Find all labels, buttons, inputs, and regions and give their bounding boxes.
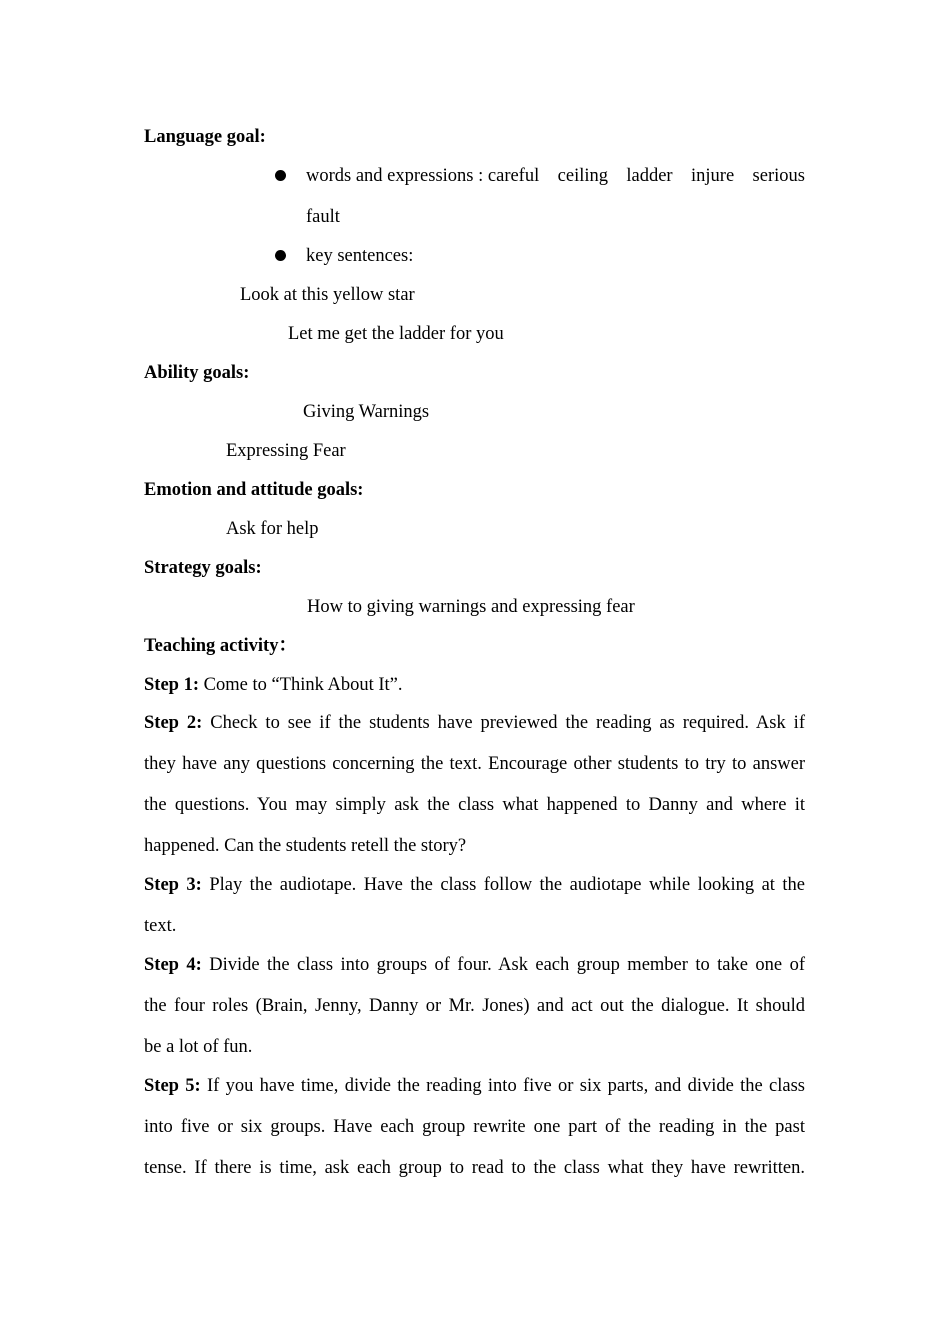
step-1-text: Come to “Think About It”.	[199, 675, 403, 695]
teaching-activity-heading: Teaching activity：	[144, 636, 297, 656]
step-3-label: Step 3:	[144, 875, 202, 895]
step-5-line-3: tense. If there is time, ask each group to read to the class what they have rewritten.	[144, 1158, 805, 1178]
bullet-words-continuation: fault	[306, 207, 340, 227]
bullet-word: ceiling	[557, 166, 608, 186]
step-3-text: Play the audiotape. Have the class follow the audiotape while looking at the	[201, 875, 805, 895]
bullet-key-sentences: key sentences:	[306, 246, 414, 266]
step-5-line-2: into five or six groups. Have each group rewrite one part of the reading in the past	[144, 1117, 805, 1137]
step-4-line-1	[144, 954, 805, 976]
bullet-word: serious	[752, 166, 805, 186]
step-3-line-1	[144, 874, 805, 896]
key-sentence-1: Look at this yellow star	[240, 285, 415, 305]
step-4-label: Step 4:	[144, 955, 202, 975]
step-2-text: Check to see if the students have previewed the reading as required. Ask if	[202, 713, 805, 733]
step-2-line-1	[144, 712, 805, 734]
step-3-line-2: text.	[144, 916, 177, 936]
step-2-line-4: happened. Can the students retell the story?	[144, 836, 467, 856]
step-4-line-2: the four roles (Brain, Jenny, Danny or Mr. Jones) and act out the dialogue. It should	[144, 996, 805, 1016]
step-5-label: Step 5:	[144, 1076, 201, 1096]
step-2-label: Step 2:	[144, 713, 203, 733]
bullet-icon	[275, 170, 286, 181]
bullet-icon	[275, 250, 286, 261]
bullet-word: ladder	[626, 166, 673, 186]
step-5-text: If you have time, divide the reading into five or six parts, and divide the class	[200, 1076, 805, 1096]
step-5-line-1	[144, 1075, 805, 1097]
bullet-word: words and expressions : careful	[306, 166, 540, 186]
step-2-line-2: they have any questions concerning the text. Encourage other students to try to answer	[144, 754, 805, 774]
step-4-line-3: be a lot of fun.	[144, 1037, 253, 1057]
bullet-words-expressions	[306, 165, 805, 187]
step-1-paragraph	[144, 674, 402, 696]
ability-goals-heading: Ability goals:	[144, 363, 250, 383]
strategy-goals-heading: Strategy goals:	[144, 558, 262, 578]
strategy-goal-item-1: How to giving warnings and expressing fear	[307, 597, 635, 617]
ability-goal-item-1: Giving Warnings	[303, 402, 430, 422]
ability-goal-item-2: Expressing Fear	[226, 441, 346, 461]
emotion-goal-item-1: Ask for help	[226, 519, 319, 539]
step-1-label: Step 1:	[144, 675, 199, 695]
emotion-goals-heading: Emotion and attitude goals:	[144, 480, 364, 500]
step-4-text: Divide the class into groups of four. Ask each group member to take one of	[201, 955, 805, 975]
language-goal-heading: Language goal:	[144, 127, 266, 147]
bullet-word: injure	[691, 166, 735, 186]
key-sentence-2: Let me get the ladder for you	[288, 324, 504, 344]
step-2-line-3: the questions. You may simply ask the class what happened to Danny and where it	[144, 795, 805, 815]
